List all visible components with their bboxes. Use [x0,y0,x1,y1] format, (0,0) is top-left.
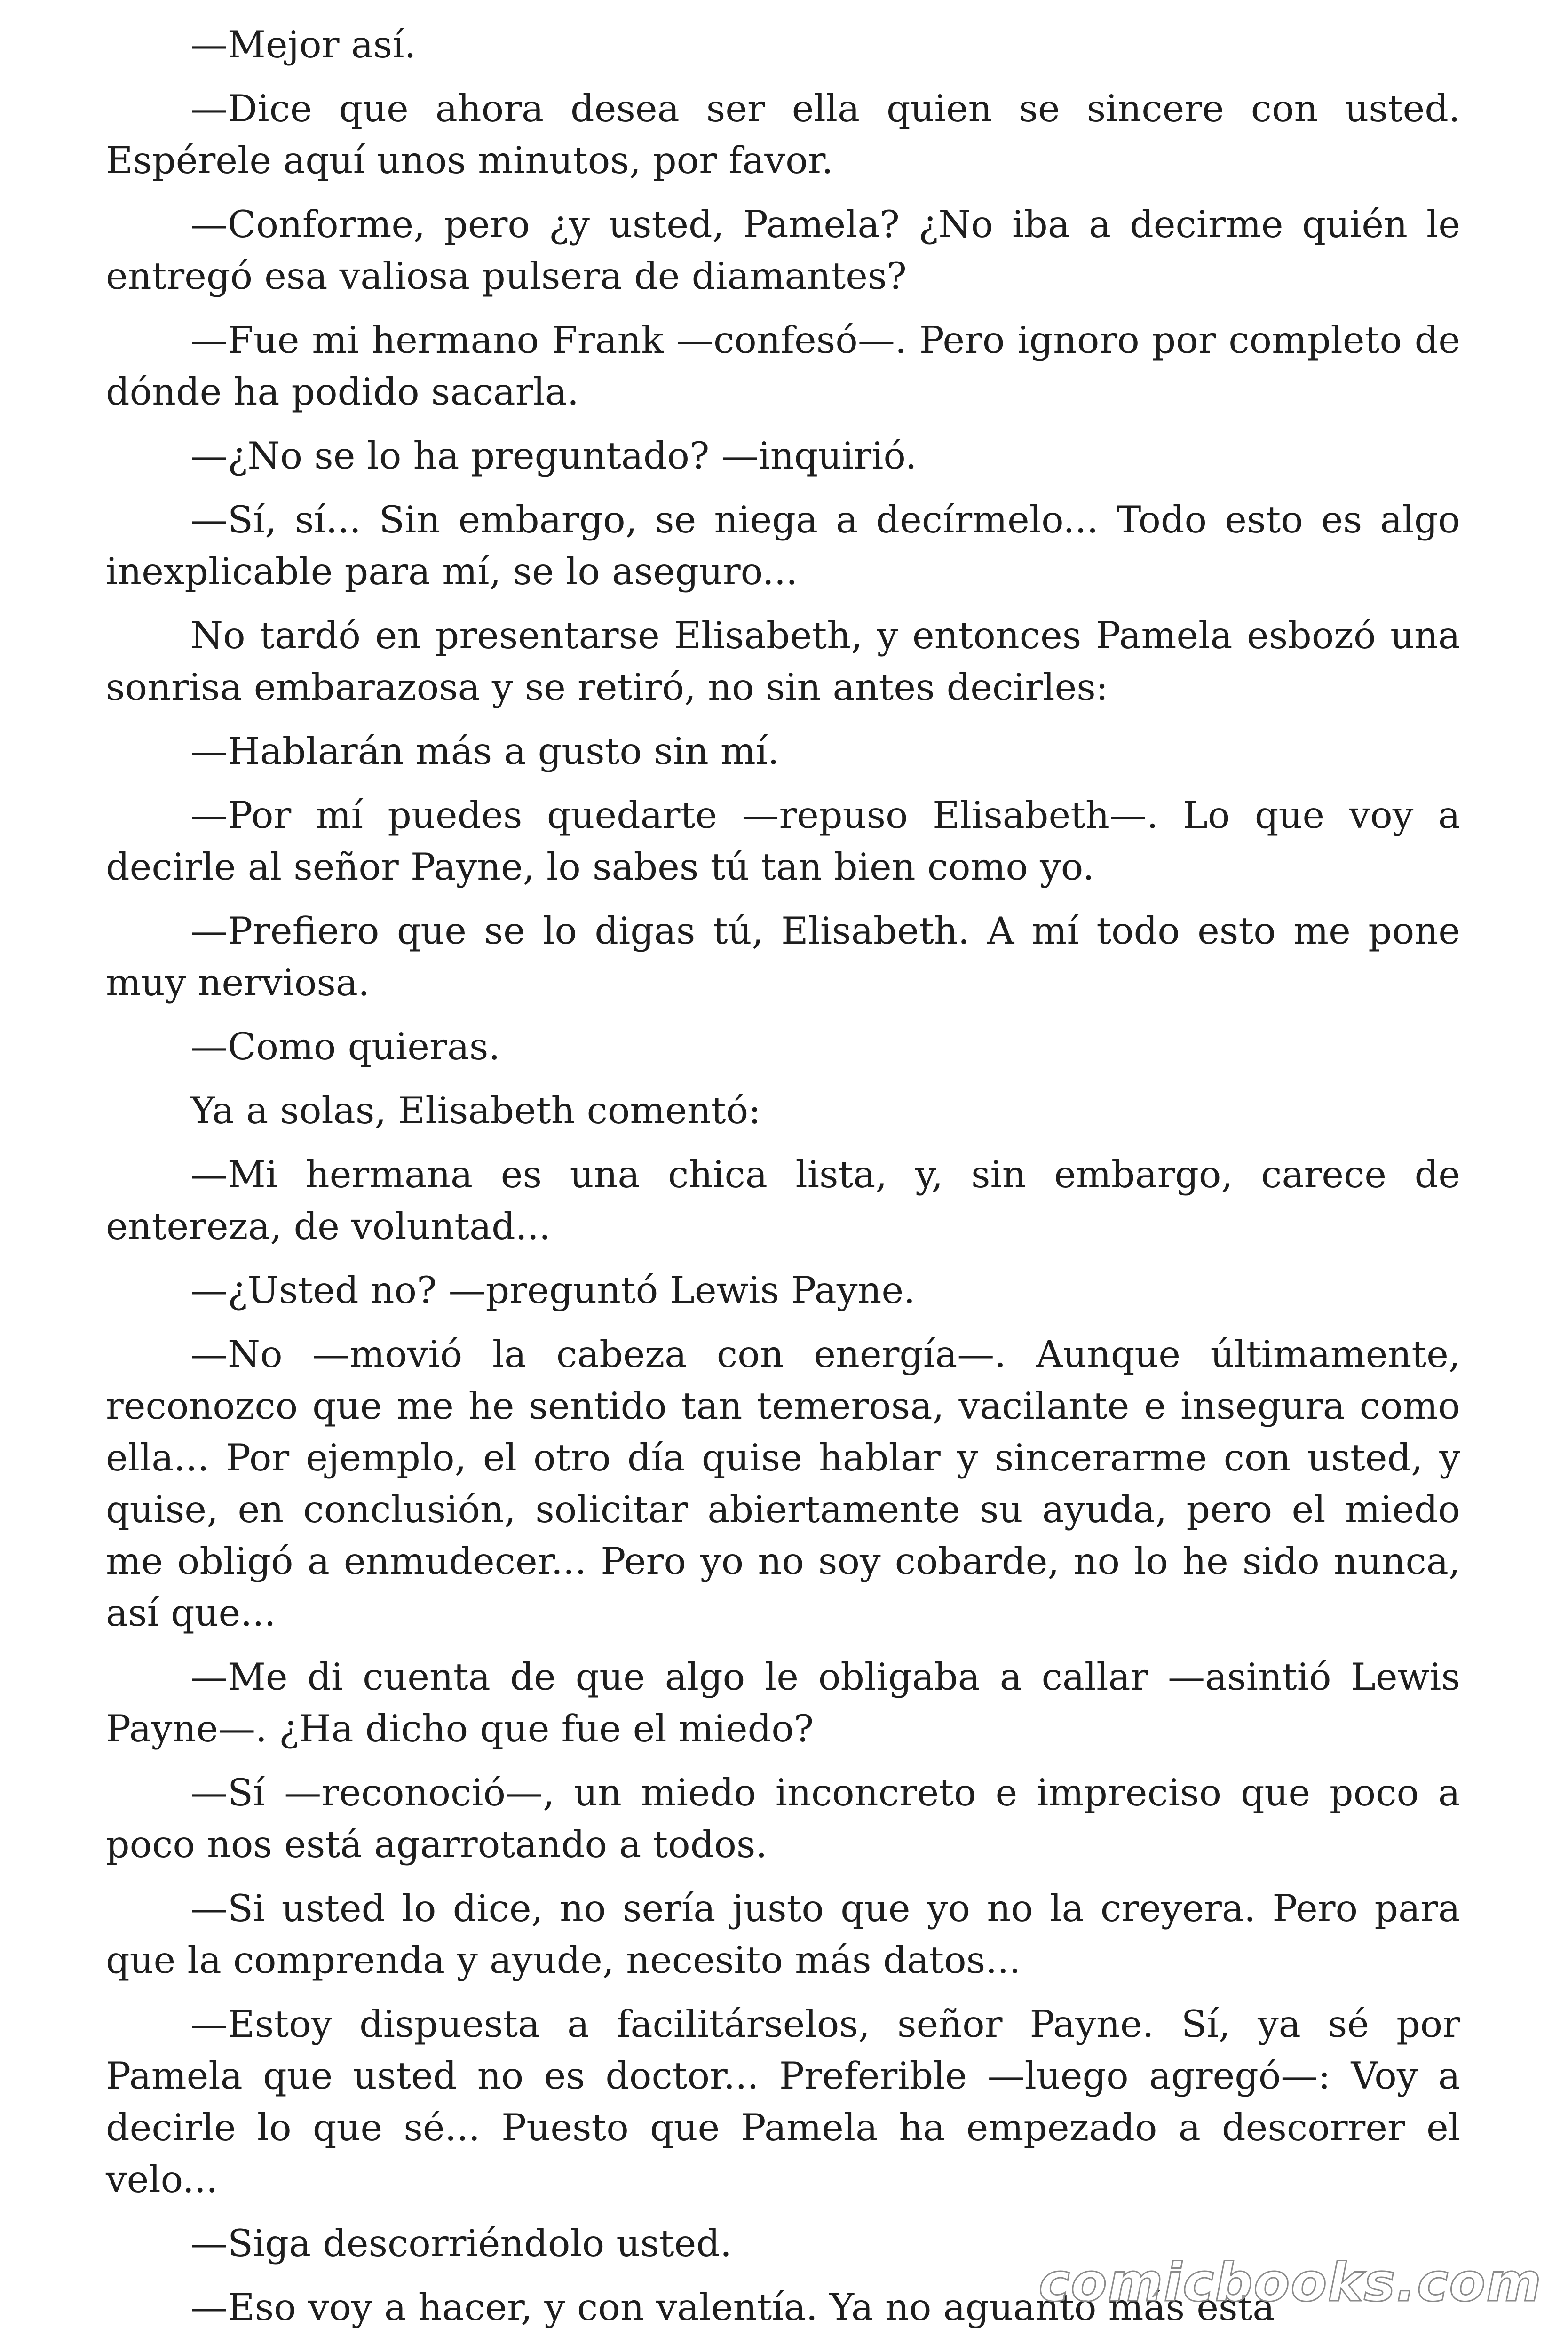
paragraph: —Mi hermana es una chica lista, y, sin embargo, carece de entereza, de voluntad... [106,1153,1460,1248]
book-page [106,19,1460,2345]
paragraph: No tardó en presentarse Elisabeth, y entonces Pamela esbozó una sonrisa embarazosa y se retiró, no sin antes decirles: [106,614,1460,709]
paragraph: —Conforme, pero ¿y usted, Pamela? ¿No iba a decirme quién le entregó esa valiosa pulsera de diamantes? [106,203,1460,298]
paragraph: —Prefiero que se lo digas tú, Elisabeth. A mí todo esto me pone muy nerviosa. [106,909,1460,1004]
paragraph: —Sí, sí... Sin embargo, se niega a decírmelo... Todo esto es algo inexplicable para mí, se lo aseguro... [106,498,1460,593]
paragraph: —Siga descorriéndolo usted. [190,2222,732,2265]
paragraph: —Fue mi hermano Frank —confesó—. Pero ignoro por completo de dónde ha podido sacarla. [106,318,1460,413]
paragraph: —No —movió la cabeza con energía—. Aunque últimamente, reconozco que me he sentido tan temerosa, vacilante e insegura como ella... Por ejemplo, el otro día quise hablar y sincerarme con usted, y quise, en conclusión, solicitar abiertamente su ayuda, pero el miedo me obligó a enmudecer... Pero yo no soy cobarde, no lo he sido nunca, así que... [106,1333,1460,1635]
paragraph: —Mejor así. [190,23,416,66]
paragraph: —Hablarán más a gusto sin mí. [190,730,780,773]
paragraph: —Eso voy a hacer, y con valentía. Ya no aguanto más esta [190,2286,1275,2329]
paragraph: —¿Usted no? —preguntó Lewis Payne. [190,1269,916,1312]
watermark: comicbooks.com [1038,2252,1542,2313]
paragraph: Ya a solas, Elisabeth comentó: [190,1089,761,1132]
paragraph: —Sí —reconoció—, un miedo inconcreto e impreciso que poco a poco nos está agarrotando a todos. [106,1771,1460,1866]
paragraph: —Me di cuenta de que algo le obligaba a callar —asintió Lewis Payne—. ¿Ha dicho que fue el miedo? [106,1655,1460,1750]
paragraph: —¿No se lo ha preguntado? —inquirió. [190,434,917,477]
paragraph: —Si usted lo dice, no sería justo que yo no la creyera. Pero para que la comprenda y ayude, necesito más datos... [106,1887,1460,1982]
paragraph: —Estoy dispuesta a facilitárselos, señor Payne. Sí, ya sé por Pamela que usted no es doctor... Preferible —luego agregó—: Voy a decirle lo que sé... Puesto que Pamela ha empezado a descorrer el velo... [106,2002,1460,2201]
paragraph: —Por mí puedes quedarte —repuso Elisabeth—. Lo que voy a decirle al señor Payne, lo sabes tú tan bien como yo. [106,794,1460,889]
paragraph: —Dice que ahora desea ser ella quien se sincere con usted. Espérele aquí unos minutos, por favor. [106,87,1460,182]
paragraph: —Como quieras. [190,1025,500,1068]
